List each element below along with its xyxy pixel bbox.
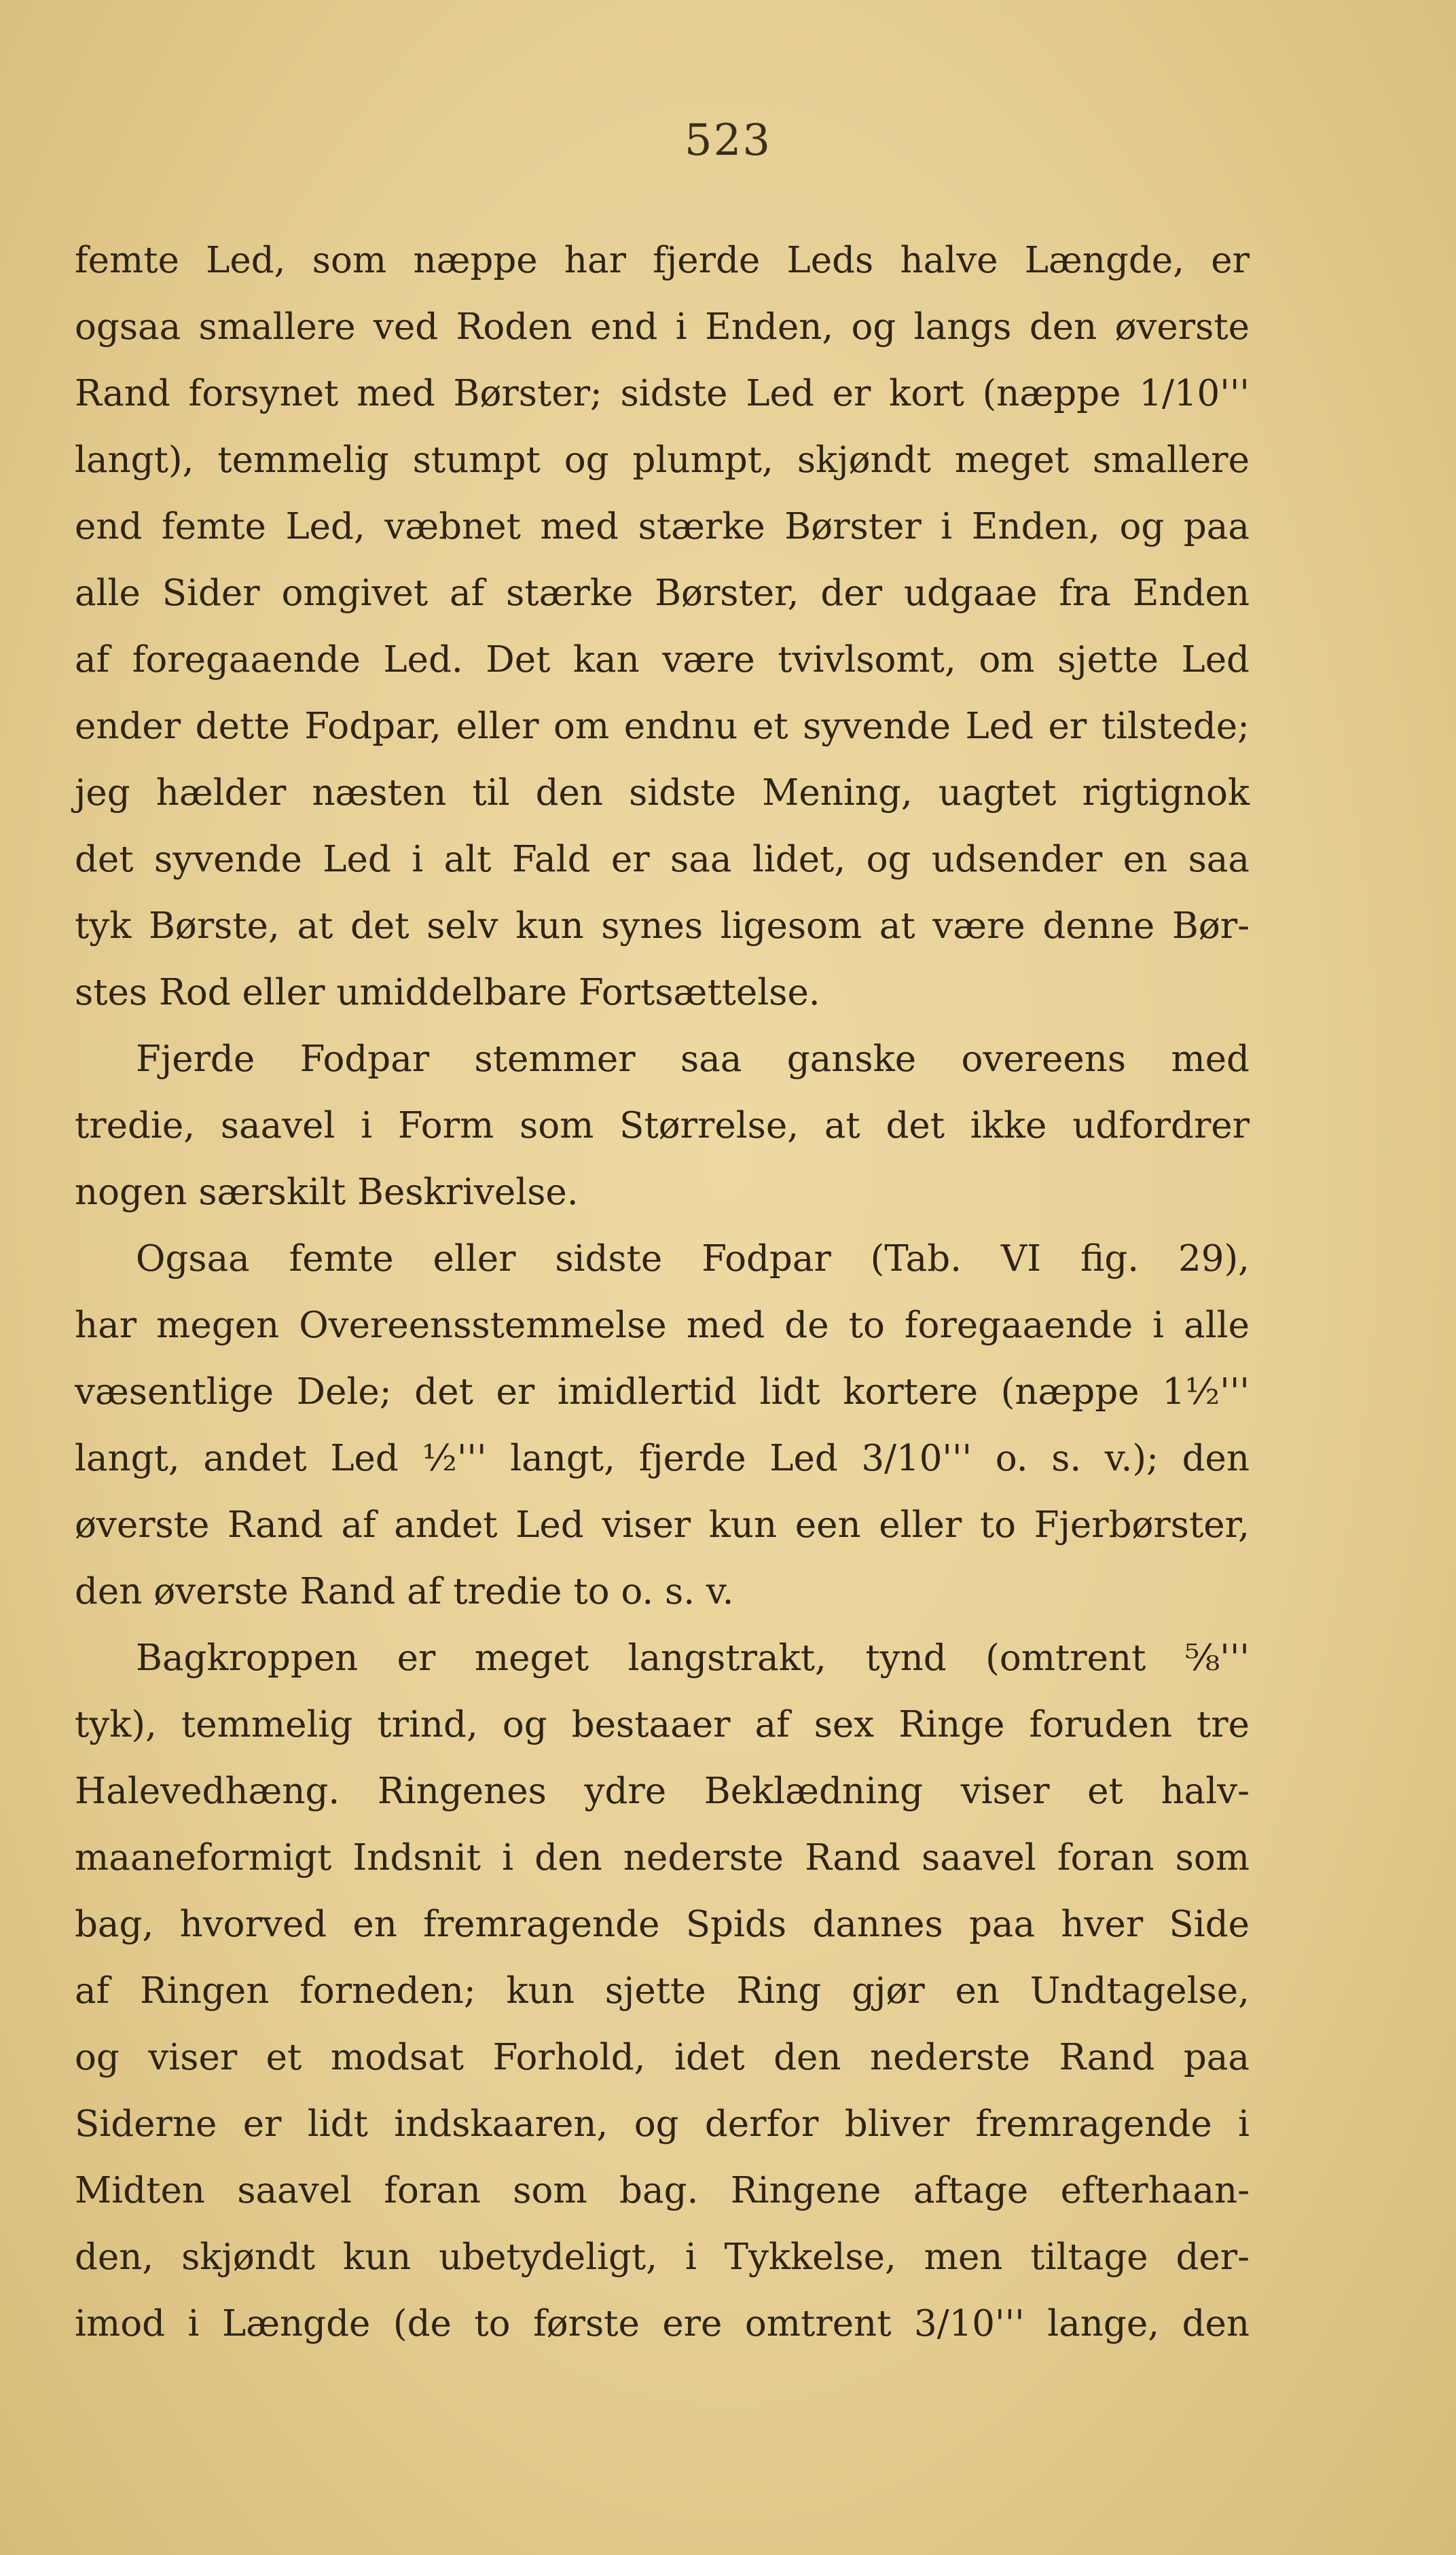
text-line: alle Sider omgivet af stærke Børster, der udgaae fra Enden [75, 573, 1250, 614]
text-line: af foregaaende Led. Det kan være tvivlsomt, om sjette Led [75, 639, 1250, 681]
text-line: bag, hvorved en fremragende Spids dannes paa hver Side [75, 1904, 1250, 1945]
text-line: ender dette Fodpar, eller om endnu et syvende Led er tilstede; [75, 706, 1250, 747]
text-line: nogen særskilt Beskrivelse. [75, 1172, 579, 1213]
paragraph-2 [75, 1026, 1250, 1226]
text-line: tredie, saavel i Form som Størrelse, at det ikke udfordrer [75, 1105, 1250, 1146]
text-line: og viser et modsat Forhold, idet den nederste Rand paa [75, 2037, 1250, 2078]
text-line: Halevedhæng. Ringenes ydre Beklædning viser et halv- [75, 1771, 1250, 1812]
text-line: langt), temmelig stumpt og plumpt, skjøndt meget smallere [75, 439, 1250, 481]
text-line: Siderne er lidt indskaaren, og derfor bliver fremragende i [75, 2103, 1250, 2145]
page-number: 523 [684, 115, 772, 166]
paragraph-4 [75, 1625, 1250, 2357]
text-line: Midten saavel foran som bag. Ringene aftage efterhaan- [75, 2170, 1250, 2211]
body-text [75, 228, 1250, 2357]
text-line: ogsaa smallere ved Roden end i Enden, og langs den øverste [75, 306, 1250, 348]
text-line: Bagkroppen er meget langstrakt, tynd (omtrent ⅝''' [136, 1637, 1250, 1679]
text-line: øverste Rand af andet Led viser kun een eller to Fjerbørster, [75, 1504, 1250, 1546]
text-line: den, skjøndt kun ubetydeligt, i Tykkelse, men tiltage der- [75, 2236, 1250, 2278]
text-line: maaneformigt Indsnit i den nederste Rand saavel foran som [75, 1837, 1250, 1879]
text-line: femte Led, som næppe har fjerde Leds halve Længde, er [75, 240, 1250, 281]
text-line: af Ringen forneden; kun sjette Ring gjør en Undtagelse, [75, 1970, 1250, 2012]
text-line: tyk Børste, at det selv kun synes ligesom at være denne Bør- [75, 905, 1250, 947]
text-line: Rand forsynet med Børster; sidste Led er kort (næppe 1/10''' [75, 373, 1250, 414]
text-line: det syvende Led i alt Fald er saa lidet, og udsender en saa [75, 839, 1250, 880]
text-line: har megen Overeensstemmelse med de to foregaaende i alle [75, 1305, 1250, 1346]
text-line: langt, andet Led ½''' langt, fjerde Led 3/10''' o. s. v.); den [75, 1438, 1250, 1479]
paragraph-1 [75, 228, 1250, 1026]
text-line: Fjerde Fodpar stemmer saa ganske overeens med [136, 1038, 1250, 1080]
text-line: væsentlige Dele; det er imidlertid lidt kortere (næppe 1½''' [75, 1371, 1250, 1413]
text-line: imod i Længde (de to første ere omtrent 3/10''' lange, den [75, 2303, 1250, 2344]
text-line: den øverste Rand af tredie to o. s. v. [75, 1571, 734, 1612]
text-line: tyk), temmelig trind, og bestaaer af sex Ringe foruden tre [75, 1704, 1250, 1745]
text-line: jeg hælder næsten til den sidste Mening, uagtet rigtignok [75, 772, 1250, 814]
paragraph-3 [75, 1226, 1250, 1625]
text-line: end femte Led, væbnet med stærke Børster i Enden, og paa [75, 506, 1250, 547]
text-line: Ogsaa femte eller sidste Fodpar (Tab. VI fig. 29), [136, 1238, 1250, 1280]
text-line: stes Rod eller umiddelbare Fortsættelse. [75, 972, 820, 1013]
